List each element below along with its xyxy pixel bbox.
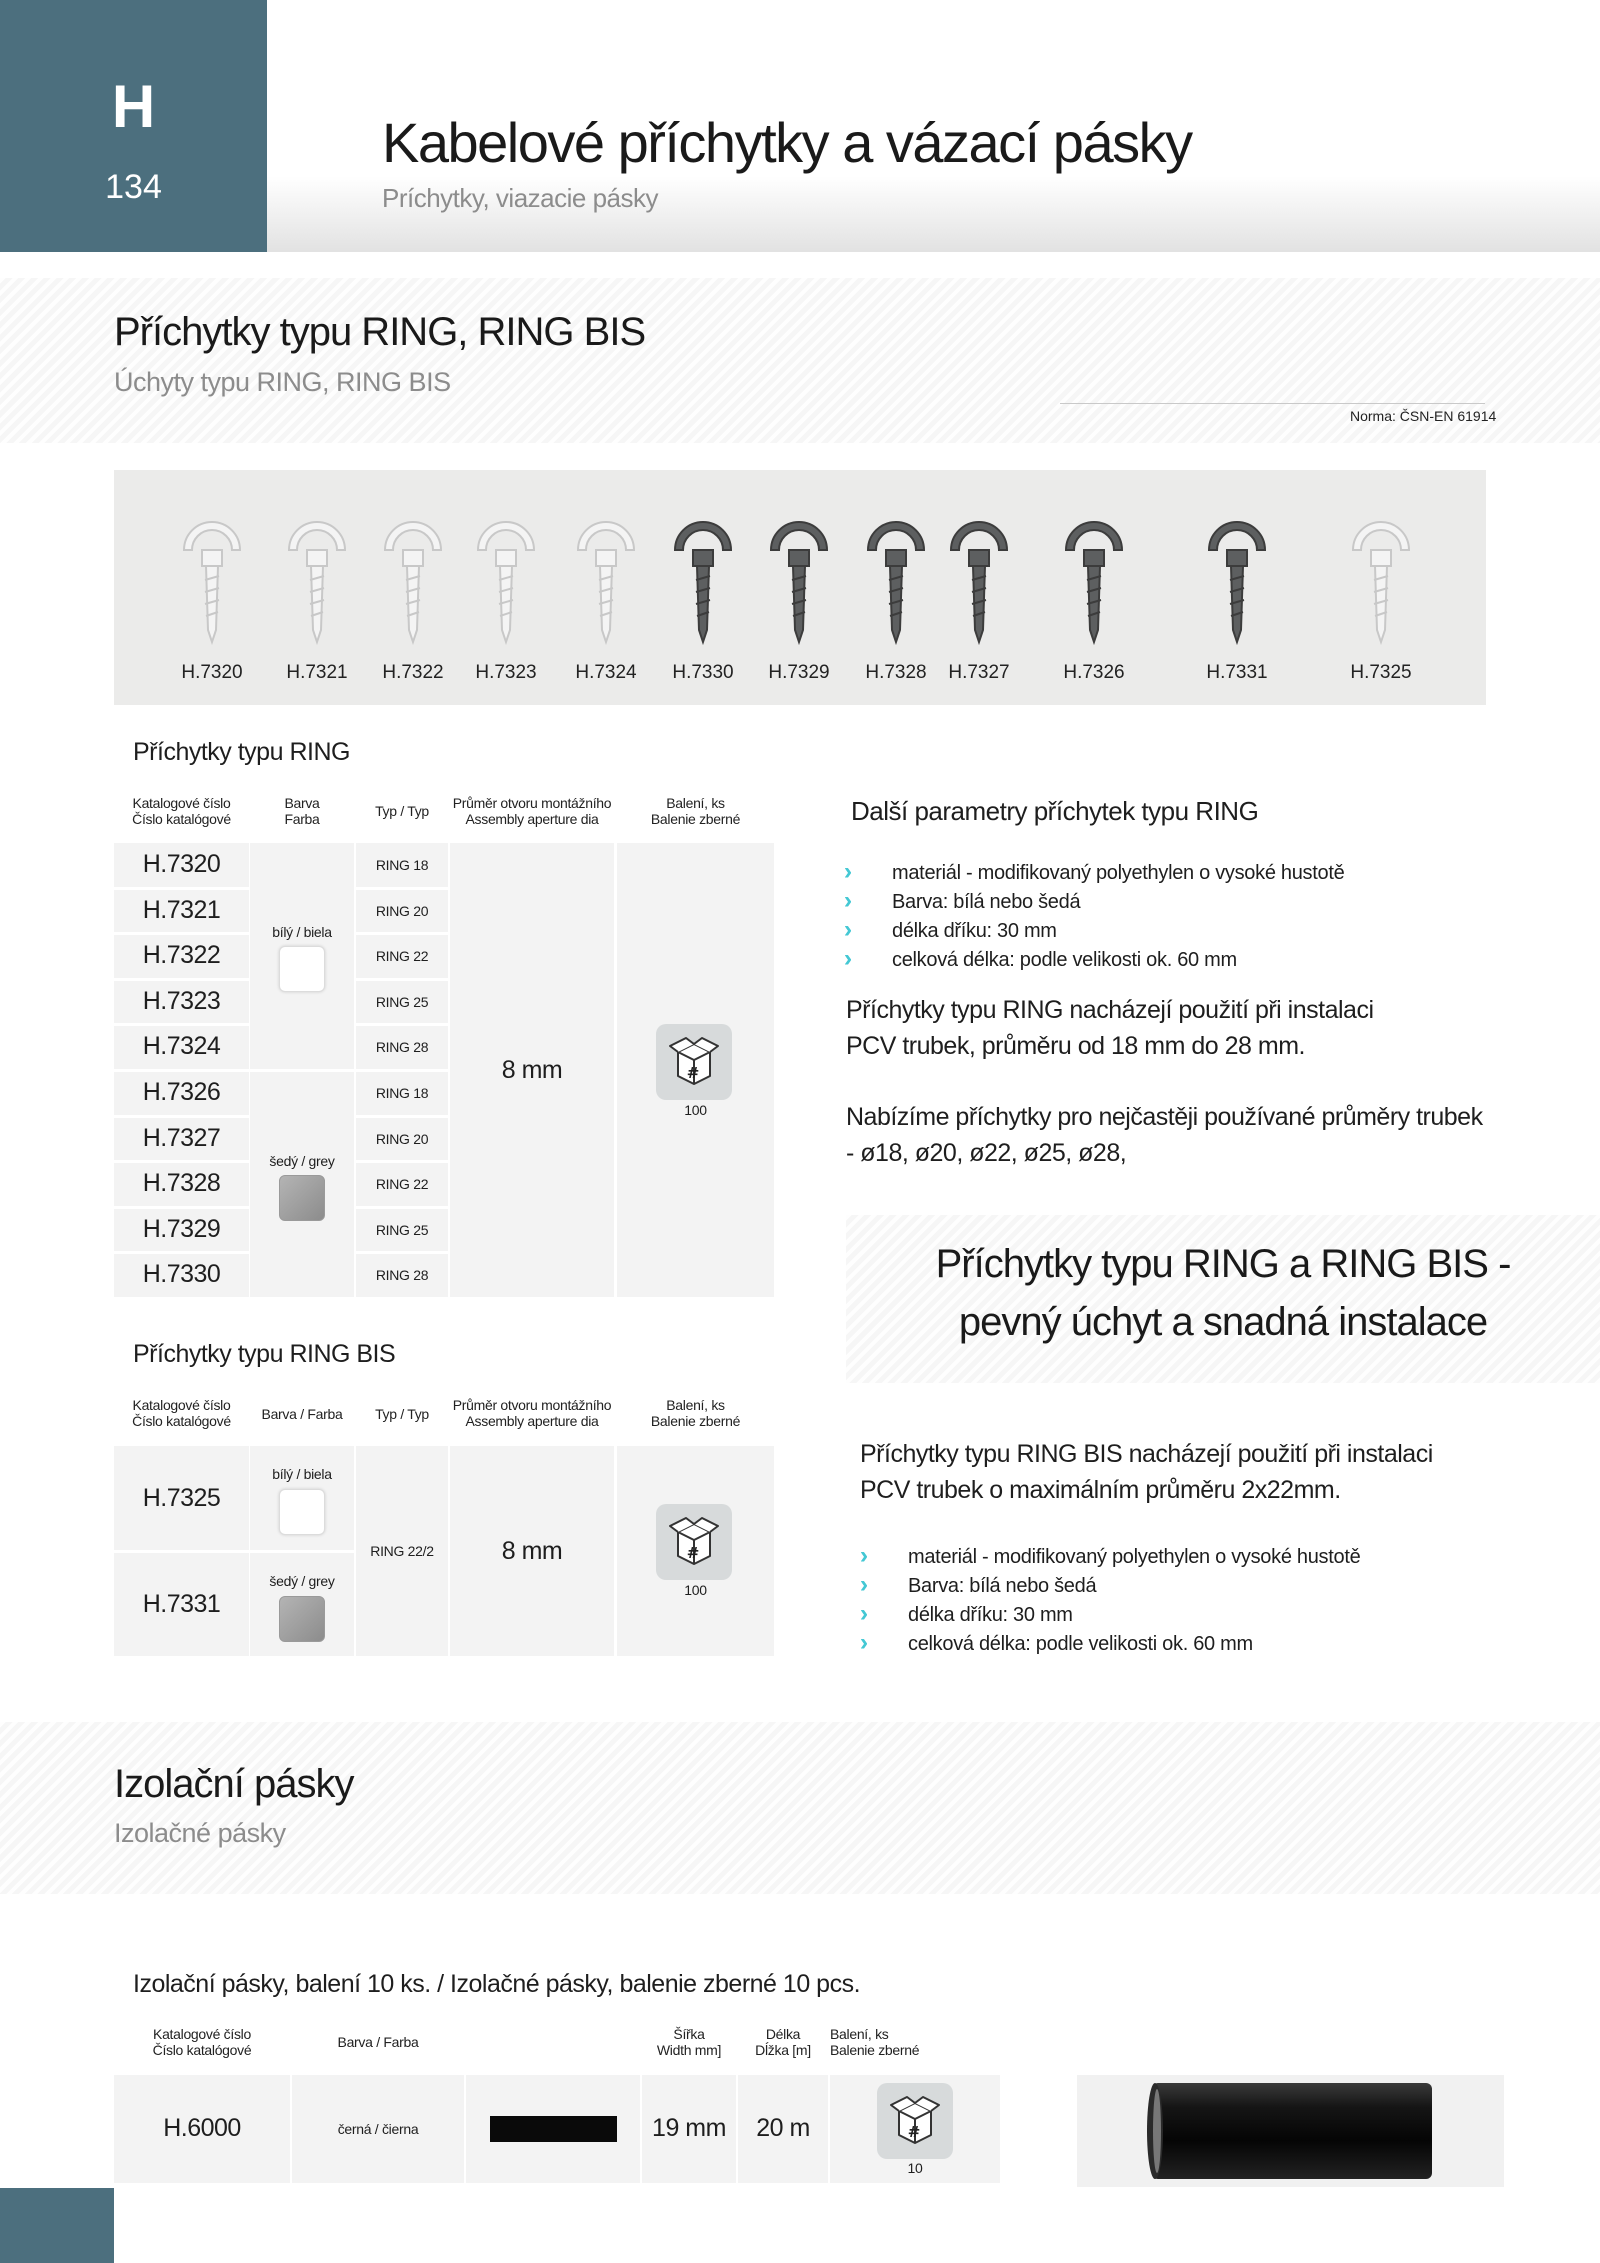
- tape-row-length: 20 m: [756, 2114, 810, 2142]
- ring-th-color: Barva Farba: [284, 795, 320, 827]
- callout-banner: [846, 1215, 1600, 1383]
- clip-label: H.7324: [575, 662, 637, 683]
- ring-row-separator: [114, 1206, 249, 1209]
- param-bullet: [844, 887, 1080, 915]
- ring-row-code: H.7326: [142, 1078, 221, 1106]
- ring-row-code: H.7328: [142, 1169, 221, 1198]
- ring-row-separator: [356, 978, 448, 981]
- ring-row-code: H.7330: [142, 1260, 221, 1289]
- ring-section-title: Příchytky typu RING, RING BIS: [114, 310, 646, 354]
- tape-th-packing: Balení, ks Balenie zberné: [830, 2026, 920, 2058]
- ring-row-type: RING 20: [375, 902, 429, 919]
- ringbis-para-line1: Příchytky typu RING BIS nacházejí použití při instalaci: [860, 1440, 1433, 1468]
- clip-label: H.7326: [1063, 662, 1125, 683]
- param-bullet: [860, 1542, 1360, 1570]
- tape-th-width: Šířka Width mm]: [656, 2026, 722, 2058]
- package-box-icon: [656, 1024, 732, 1100]
- tape-th-length: Délka Dĺžka [m]: [755, 2026, 811, 2058]
- ring-th-aperture: Průměr otvoru montážního Assembly aperture dia: [452, 795, 612, 827]
- clip-label: H.7327: [948, 662, 1010, 683]
- tape-section-band: [0, 1722, 1600, 1894]
- clip-h7328-image: [856, 510, 936, 660]
- ring-packing-qty: 100: [684, 1102, 707, 1118]
- param-bullet: [860, 1571, 1096, 1599]
- clip-label: H.7330: [672, 662, 734, 683]
- grey-color-swatch: [279, 1596, 325, 1642]
- grey-color-swatch: [279, 1175, 325, 1221]
- ring-para1-line1: Příchytky typu RING nacházejí použití při instalaci: [846, 996, 1374, 1024]
- ringbis-para-line2: PCV trubek o maximálním průměru 2x22mm.: [860, 1476, 1341, 1504]
- bullet-text: celková délka: podle velikosti ok. 60 mm: [908, 1633, 1253, 1655]
- clip-label: H.7322: [382, 662, 444, 683]
- param-bullet: [844, 858, 1344, 886]
- bullet-text: materiál - modifikovaný polyethylen o vysoké hustotě: [892, 862, 1345, 884]
- tape-th-catalog: Katalogové číslo Číslo katalógové: [152, 2026, 252, 2058]
- svg-text:#: #: [907, 2123, 921, 2141]
- ring-row-type: RING 28: [375, 1039, 429, 1056]
- ring-row-type: RING 18: [375, 1085, 429, 1101]
- ring-row-code: H.7322: [142, 941, 221, 970]
- ringbis-th-aperture: Průměr otvoru montážního Assembly aperture dia: [452, 1397, 612, 1429]
- ring-row-separator: [114, 1023, 249, 1026]
- clip-h7322-image: [373, 510, 453, 660]
- param-bullet: [844, 916, 1057, 944]
- bullet-text: délka dříku: 30 mm: [892, 920, 1057, 942]
- clip-label: H.7321: [286, 662, 348, 683]
- ring-row-code: H.7324: [142, 1032, 221, 1061]
- ring-para1-line2: PCV trubek, průměru od 18 mm do 28 mm.: [846, 1032, 1305, 1060]
- clip-h7329-image: [759, 510, 839, 660]
- tape-th-color: Barva / Farba: [337, 2034, 419, 2050]
- package-box-icon: [877, 2083, 953, 2159]
- param-bullet: [860, 1629, 1253, 1657]
- clip-label: H.7320: [181, 662, 243, 683]
- ringbis-th-color: Barva / Farba: [261, 1406, 343, 1422]
- clip-h7330-image: [663, 510, 743, 660]
- ring-row-type: RING 22: [375, 948, 429, 965]
- callout-line1: Příchytky typu RING a RING BIS -: [935, 1242, 1511, 1286]
- ring-row-separator: [114, 1069, 249, 1072]
- ringbis-row-1-code: H.7325: [142, 1484, 221, 1512]
- ring-row-separator: [356, 1206, 448, 1209]
- tape-section-subtitle: Izolačné pásky: [114, 1818, 286, 1848]
- clip-h7327-image: [939, 510, 1019, 660]
- clip-label: H.7323: [475, 662, 537, 683]
- white-color-swatch: [279, 946, 325, 992]
- ring-row-separator: [114, 978, 249, 981]
- ring-row-code: H.7321: [142, 895, 221, 924]
- ringbis-row-separator: [114, 1550, 354, 1553]
- white-color-swatch: [279, 1489, 325, 1535]
- norma-label: Norma: ČSN-EN 61914: [1350, 408, 1497, 424]
- section-tab: [0, 0, 267, 252]
- bullet-text: Barva: bílá nebo šedá: [908, 1575, 1097, 1597]
- ring-para2-line2: - ø18, ø20, ø22, ø25, ø28,: [846, 1139, 1127, 1167]
- package-box-icon: [656, 1504, 732, 1580]
- ringbis-th-packing: Balení, ks Balenie zberné: [650, 1397, 741, 1429]
- bullet-text: celková délka: podle velikosti ok. 60 mm: [892, 949, 1237, 971]
- ring-row-type: RING 28: [375, 1267, 429, 1284]
- ring-row-separator: [114, 887, 249, 890]
- tape-table-title: Izolační pásky, balení 10 ks. / Izolačné pásky, balenie zberné 10 pcs.: [133, 1970, 861, 1998]
- ring-row-separator: [356, 887, 448, 890]
- clip-h7326-image: [1054, 510, 1134, 660]
- ring-row-code: H.7329: [142, 1214, 221, 1243]
- chevron-right-icon: [860, 1629, 908, 1657]
- chevron-right-icon: [860, 1600, 908, 1628]
- ring-row-type: RING 25: [375, 993, 429, 1010]
- tape-row-code: H.6000: [163, 2114, 241, 2142]
- clip-h7320-image: [172, 510, 252, 660]
- ring-th-catalog: Katalogové číslo Číslo katalógové: [132, 795, 231, 827]
- ring-table-title: Příchytky typu RING: [133, 738, 350, 766]
- clip-h7321-image: [277, 510, 357, 660]
- bullet-text: délka dříku: 30 mm: [908, 1604, 1073, 1626]
- svg-text:#: #: [686, 1544, 700, 1562]
- ring-row-type: RING 22: [375, 1176, 429, 1193]
- ringbis-row-1-color: bílý / biela: [272, 1466, 332, 1482]
- ringbis-th-catalog: Katalogové číslo Číslo katalógové: [132, 1397, 231, 1429]
- ring-th-type: Typ / Typ: [375, 803, 429, 819]
- ringbis-type-value: RING 22/2: [370, 1543, 434, 1559]
- ring-row-separator: [356, 1069, 448, 1072]
- ringbis-aperture-value: 8 mm: [501, 1537, 563, 1565]
- ring-para2-line1: Nabízíme příchytky pro nejčastěji používané průměry trubek: [846, 1103, 1483, 1131]
- chevron-right-icon: [860, 1542, 908, 1570]
- ring-row-type: RING 18: [375, 857, 429, 873]
- norma-divider: [1060, 403, 1485, 404]
- tape-row-color: černá / čierna: [337, 2121, 419, 2137]
- ring-row-code: H.7323: [142, 986, 221, 1015]
- bullet-text: materiál - modifikovaný polyethylen o vysoké hustotě: [908, 1546, 1361, 1568]
- ring-color-separator: [250, 1069, 354, 1072]
- clip-label: H.7328: [865, 662, 927, 683]
- clip-label: H.7325: [1350, 662, 1412, 683]
- ring-row-separator: [114, 1115, 249, 1118]
- callout-line2: pevný úchyt a snadná instalace: [958, 1300, 1488, 1344]
- param-bullet: [860, 1600, 1073, 1628]
- ring-row-type: RING 20: [375, 1130, 429, 1147]
- product-photo-strip: [114, 470, 1486, 705]
- section-letter: H: [111, 73, 156, 140]
- ring-row-separator: [356, 1160, 448, 1163]
- chevron-right-icon: [844, 887, 892, 915]
- clip-h7323-image: [466, 510, 546, 660]
- ring-row-separator: [114, 932, 249, 935]
- tape-roll-photo: [1077, 2075, 1504, 2187]
- black-color-swatch: [490, 2116, 617, 2142]
- ring-section-subtitle: Úchyty typu RING, RING BIS: [114, 367, 451, 397]
- page-number: 134: [105, 168, 162, 206]
- page-subtitle: Príchytky, viazacie pásky: [382, 183, 659, 213]
- ring-color-white-label: bílý / biela: [272, 924, 332, 940]
- ring-th-packing: Balení, ks Balenie zberné: [650, 795, 741, 827]
- tape-row-width: 19 mm: [652, 2114, 726, 2142]
- clip-label: H.7329: [768, 662, 830, 683]
- ring-row-code: H.7320: [142, 850, 221, 878]
- ringbis-row-2-color: šedý / grey: [269, 1573, 335, 1589]
- ring-color-grey-label: šedý / grey: [269, 1153, 335, 1169]
- ring-row-separator: [356, 1115, 448, 1118]
- ring-row-separator: [114, 1160, 249, 1163]
- ringbis-packing-qty: 100: [684, 1582, 707, 1598]
- clip-label: H.7331: [1206, 662, 1268, 683]
- tape-packing-qty: 10: [907, 2160, 923, 2176]
- svg-text:#: #: [686, 1064, 700, 1082]
- bullet-text: Barva: bílá nebo šedá: [892, 891, 1081, 913]
- ringbis-row-2-code: H.7331: [142, 1590, 221, 1618]
- ring-row-separator: [356, 1251, 448, 1254]
- param-bullet: [844, 945, 1237, 973]
- chevron-right-icon: [844, 916, 892, 944]
- tape-section-title: Izolační pásky: [114, 1762, 354, 1806]
- clip-h7324-image: [566, 510, 646, 660]
- ring-row-type: RING 25: [375, 1221, 429, 1238]
- ring-row-code: H.7327: [142, 1123, 221, 1152]
- chevron-right-icon: [860, 1571, 908, 1599]
- footer-tab: [0, 2188, 114, 2263]
- ring-params-title: Další parametry příchytek typu RING: [851, 796, 1259, 826]
- ringbis-table-title: Příchytky typu RING BIS: [133, 1340, 396, 1368]
- ring-row-separator: [114, 1251, 249, 1254]
- chevron-right-icon: [844, 945, 892, 973]
- ring-row-separator: [356, 1023, 448, 1026]
- page-title: Kabelové příchytky a vázací pásky: [382, 111, 1192, 174]
- ring-aperture-value: 8 mm: [501, 1056, 563, 1084]
- clip-h7331-image: [1197, 510, 1277, 660]
- chevron-right-icon: [844, 858, 892, 886]
- clip-h7325-image: [1341, 510, 1421, 660]
- ring-row-separator: [356, 932, 448, 935]
- ringbis-th-type: Typ / Typ: [375, 1406, 429, 1422]
